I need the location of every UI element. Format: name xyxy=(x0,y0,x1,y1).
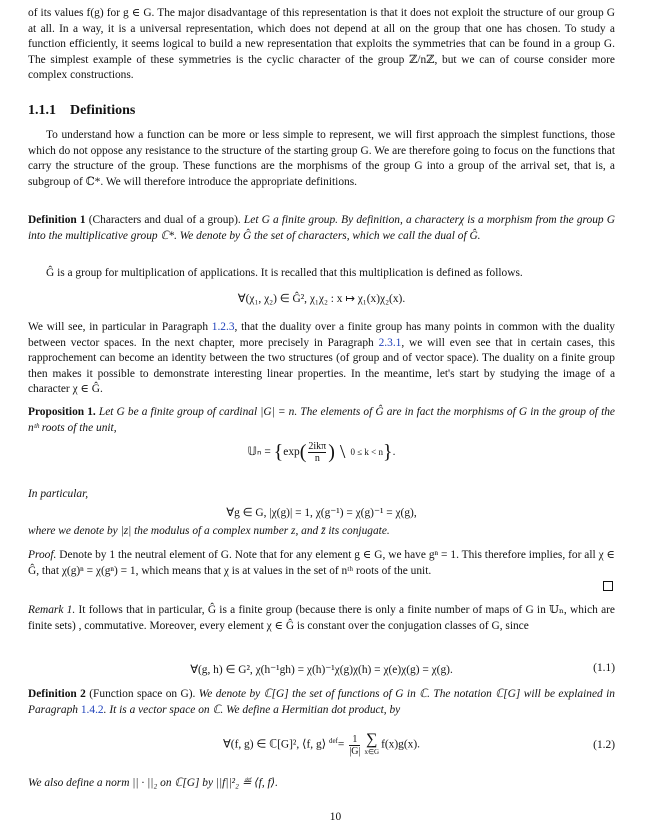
equation-multiplication: ∀(χ₁, χ₂) ∈ Ĝ², χ₁χ₂ : x ↦ χ₁(x)χ₂(x). xyxy=(237,293,406,305)
definition-1-title: (Characters and dual of a group). xyxy=(88,214,241,226)
roots-denominator: n xyxy=(308,452,326,464)
equation-roots-of-unity: 𝕌ₙ = {exp( $\frac{\text{2ikπ}}{n}$ ) \ 0 ≤ k < n}. xyxy=(247,441,396,464)
equation-1-1: ∀(g, h) ∈ G², χ(h⁻¹gh) = χ(h)⁻¹χ(g)χ(h) = χ(e)χ(g) = χ(g). xyxy=(190,664,453,676)
particular-label xyxy=(28,487,615,503)
page-number: 10 xyxy=(329,811,342,823)
roots-condition: 0 ≤ k < n xyxy=(350,447,383,458)
norm-text: We also define a norm || · ||₂ on ℂ[G] by ||f||²₂ ≝ ⟨f, f⟩. xyxy=(28,777,278,789)
definition-1-label: Definition 1 xyxy=(28,214,86,226)
definition-2 xyxy=(28,687,615,718)
duality-text-c: , we will even see that in certain cases, this rapprochement can become an identity between the two structures (of group and of vector space). The duality on a finite group then makes it possible to demonstrate interesting linear properties. In the meantime, let's start by studying the image of a character χ ∈ Ĝ. xyxy=(28,336,615,396)
proposition-1 xyxy=(28,405,615,436)
definition-2-label: Definition 2 xyxy=(28,688,86,700)
reference-link-2-3-1[interactable]: 2.3.1 xyxy=(378,336,402,349)
definitions-paragraph: To understand how a function can be more or less simple to represent, we will first approach the simplest functions, those which do not oppose any resistance to the structure of the starting group G. We are therefore going to focus on the functions that carry the structure of the group. These functions are the morphisms of the group G into a group of the arrival set, that is, a subgroup of ℂ*. We will therefore introduce the appropriate definitions. xyxy=(28,129,615,188)
definition-2-text-a: We denote by ℂ[G] the set of functions of G in ℂ. The notation ℂ[G] will be explained in Paragraph xyxy=(28,688,615,716)
dot-product-rhs: f(x)g(x). xyxy=(381,738,420,751)
remark-1-label: Remark 1. xyxy=(28,604,76,616)
dot-product-lhs: ∀(f, g) ∈ ℂ[G]², ⟨f, g⟩ xyxy=(222,738,329,751)
equation-number-1-2: (1.2) xyxy=(593,739,615,751)
proof-label: Proof. xyxy=(28,549,57,561)
section-title: Definitions xyxy=(70,103,136,118)
roots-fraction xyxy=(308,441,326,464)
definition-1-body: Let G a finite group. By definition, a characterχ is a morphism from the group G into the multiplicative group ℂ*. We denote by Ĝ the set of characters, which we call the dual of Ĝ. xyxy=(28,214,615,242)
proposition-1-body: Let G be a finite group of cardinal |G| = n. The elements of Ĝ are in fact the morphisms of G in the group of the nᵗʰ roots of the unit, xyxy=(28,406,615,434)
duality-paragraph xyxy=(28,320,615,398)
fraction-numerator: 1 xyxy=(352,733,358,745)
section-heading xyxy=(28,103,135,119)
where-text: where we denote by |z| the modulus of a complex number z, and z̄ its conjugate. xyxy=(28,525,390,537)
definition-2-text-b: . It is a vector space on ℂ. We define a Hermitian dot product, by xyxy=(103,703,401,716)
roots-lhs: 𝕌ₙ = xyxy=(247,446,274,459)
intro-paragraph: of its values f(g) for g ∈ G. The major disadvantage of this representation is that it does not exploit the structure of our group G at all. In a way, it is a universal representation, which does not depend at all on the group that one has chosen. To study a function efficiently, it seems logical to build a new representation that exploits the symmetries that can be found in a group G. The simplest example of these symmetries is the cyclic character of the group ℤ/nℤ, but we can of course consider more complex constructions. xyxy=(28,7,615,82)
proof-body: Denote by 1 the neutral element of G. Note that for any element g ∈ G, we have gⁿ = 1. This therefore implies, for all χ ∈ Ĝ, that χ(g)ⁿ = χ(gⁿ) = 1, which means that χ is at values in the set of nᵗʰ roots of the unit. xyxy=(28,549,615,577)
roots-numerator: 2ikπ xyxy=(308,441,327,452)
reference-link-1-2-3[interactable]: 1.2.3 xyxy=(211,321,235,333)
proposition-1-label: Proposition 1. xyxy=(28,406,96,418)
group-paragraph: Ĝ is a group for multiplication of applications. It is recalled that this multiplication is defined as follows. xyxy=(46,267,523,279)
definition-2-title: (Function space on G). xyxy=(89,688,196,700)
where-paragraph xyxy=(28,524,615,540)
remark-1 xyxy=(28,603,615,634)
reference-link-1-4-2[interactable]: 1.4.2 xyxy=(80,703,104,716)
definition-1 xyxy=(28,213,615,244)
qed-square-icon xyxy=(603,581,613,591)
equation-number-1-1: (1.1) xyxy=(593,662,615,674)
equation-1-2: ∀(f, g) ∈ ℂ[G]², ⟨f, g⟩ $^{def}$= $\frac{1}{|G|}$ ∑ x∈G f(x)g(x). xyxy=(222,731,420,757)
duality-text-a: We will see, in particular in Paragraph xyxy=(28,321,212,333)
sum-symbol-group xyxy=(364,732,379,758)
roots-exp: exp xyxy=(283,446,300,459)
def-marker: def xyxy=(328,736,338,745)
dot-product-fraction xyxy=(349,734,360,757)
proof-paragraph xyxy=(28,548,615,579)
norm-paragraph xyxy=(28,776,615,792)
fraction-denominator: |G| xyxy=(349,745,361,757)
section-number: 1.1.1 xyxy=(28,103,56,118)
equation-particular: ∀g ∈ G, |χ(g)| = 1, χ(g⁻¹) = χ(g)⁻¹ = χ(g), xyxy=(226,507,417,519)
duality-text-b: , that the duality over a finite group has many points in common with the duality between vector spaces. In the next chapter, more precisely in Paragraph xyxy=(28,321,615,349)
particular-text: In particular, xyxy=(28,488,89,500)
sum-subscript: x∈G xyxy=(364,748,380,756)
sum-symbol: ∑ xyxy=(366,731,378,748)
remark-1-body: It follows that in particular, Ĝ is a finite group (because there is only a finite number of maps of G in 𝕌ₙ, which are finite sets) , commutative. Moreover, every element χ ∈ Ĝ is constant over the conjugation classes of G, since xyxy=(28,604,615,632)
